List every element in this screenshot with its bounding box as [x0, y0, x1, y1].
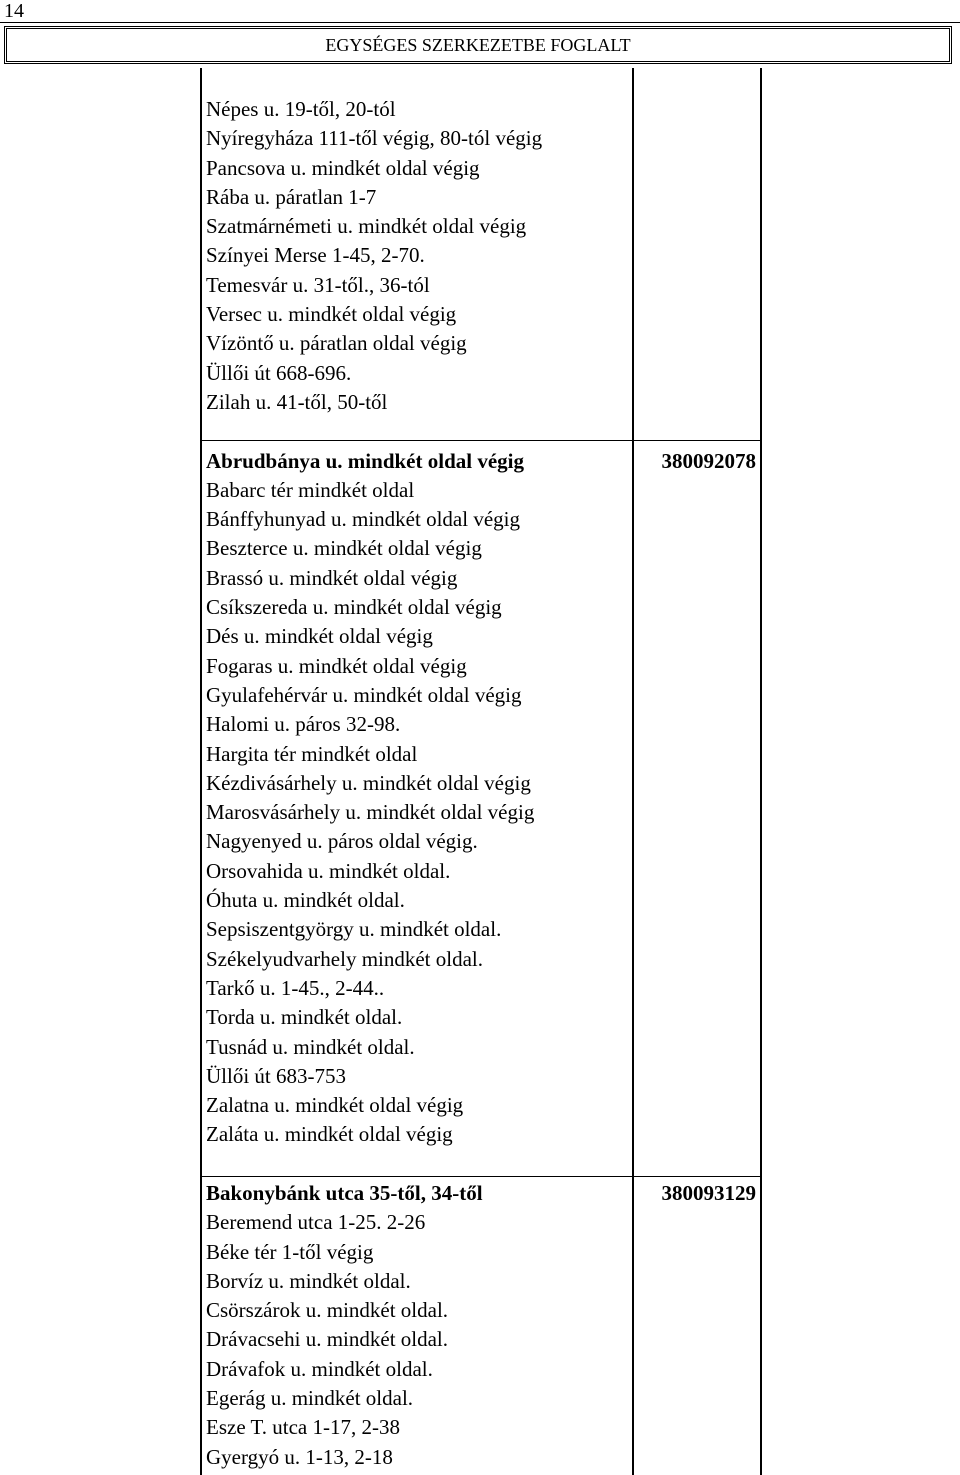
- street-text: Üllői út 668-696.: [206, 360, 352, 385]
- street-row: [206, 1355, 758, 1384]
- street-text: Esze T. utca 1-17, 2-38: [206, 1415, 400, 1440]
- street-row: [206, 183, 758, 212]
- street-row: [206, 857, 758, 886]
- street-row: [206, 1384, 758, 1413]
- street-text: Fogaras u. mindkét oldal végig: [206, 653, 467, 678]
- street-text: Bakonybánk utca 35-től, 34-től: [206, 1180, 483, 1205]
- street-row: [206, 564, 758, 593]
- street-text: Orsovahida u. mindkét oldal.: [206, 858, 451, 883]
- street-text: Csíkszereda u. mindkét oldal végig: [206, 595, 502, 620]
- street-row: [206, 945, 758, 974]
- street-row: [206, 212, 758, 241]
- street-row: [206, 476, 758, 505]
- street-row: [206, 1120, 758, 1149]
- street-row: [206, 974, 758, 1003]
- street-text: Bánffyhunyad u. mindkét oldal végig: [206, 507, 520, 532]
- street-row: [206, 1413, 758, 1442]
- street-text: Halomi u. páros 32-98.: [206, 712, 401, 737]
- street-text: Versec u. mindkét oldal végig: [206, 302, 457, 327]
- street-text: Borvíz u. mindkét oldal.: [206, 1268, 411, 1293]
- street-row: [206, 1179, 758, 1208]
- street-row: [206, 886, 758, 915]
- street-row: [206, 1033, 758, 1062]
- street-text: Béke tér 1-től végig: [206, 1239, 374, 1264]
- street-row: [206, 798, 758, 827]
- street-list: [206, 95, 758, 1472]
- street-row: [206, 154, 758, 183]
- street-row: [206, 124, 758, 153]
- street-row: [206, 1003, 758, 1032]
- street-row: [206, 359, 758, 388]
- street-row: [206, 769, 758, 798]
- street-row: [206, 710, 758, 739]
- street-text: Hargita tér mindkét oldal: [206, 741, 418, 766]
- street-text: Tusnád u. mindkét oldal.: [206, 1034, 415, 1059]
- street-row: [206, 534, 758, 563]
- street-row: [206, 329, 758, 358]
- street-row: [206, 652, 758, 681]
- street-row: [206, 622, 758, 651]
- street-text: Nagyenyed u. páros oldal végig.: [206, 829, 478, 854]
- street-text: Színyei Merse 1-45, 2-70.: [206, 243, 425, 268]
- street-text: Óhuta u. mindkét oldal.: [206, 888, 405, 913]
- street-row: [206, 1208, 758, 1237]
- street-text: Gyulafehérvár u. mindkét oldal végig: [206, 682, 522, 707]
- blank-row: [206, 1150, 758, 1179]
- street-row: [206, 505, 758, 534]
- header-title: EGYSÉGES SZERKEZETBE FOGLALT: [325, 34, 631, 55]
- street-row: [206, 271, 758, 300]
- top-rule: [0, 22, 960, 23]
- street-row: [206, 1267, 758, 1296]
- street-text: Gyergyó u. 1-13, 2-18: [206, 1444, 393, 1469]
- street-row: [206, 300, 758, 329]
- street-text: Drávafok u. mindkét oldal.: [206, 1356, 433, 1381]
- street-text: Beszterce u. mindkét oldal végig: [206, 536, 482, 561]
- street-text: Beremend utca 1-25. 2-26: [206, 1210, 426, 1235]
- street-row: [206, 447, 758, 476]
- street-text: Népes u. 19-től, 20-tól: [206, 97, 396, 121]
- street-text: Székelyudvarhely mindkét oldal.: [206, 946, 484, 971]
- street-text: Babarc tér mindkét oldal: [206, 477, 415, 502]
- street-row: [206, 1443, 758, 1472]
- street-text: Tarkő u. 1-45., 2-44..: [206, 975, 385, 1000]
- street-text: Zilah u. 41-től, 50-től: [206, 389, 388, 414]
- street-row: [206, 740, 758, 769]
- street-text: Abrudbánya u. mindkét oldal végig: [206, 448, 524, 473]
- street-text: Zaláta u. mindkét oldal végig: [206, 1122, 453, 1147]
- street-text: Dés u. mindkét oldal végig: [206, 624, 433, 649]
- street-row: [206, 1091, 758, 1120]
- street-text: Nyíregyháza 111-től végig, 80-tól végig: [206, 126, 543, 151]
- district-code: 380093129: [661, 1180, 756, 1205]
- street-row: [206, 1296, 758, 1325]
- street-row: [206, 1062, 758, 1091]
- street-row: [206, 1325, 758, 1354]
- district-code: 380092078: [661, 448, 756, 473]
- street-row: [206, 388, 758, 417]
- street-text: Drávacsehi u. mindkét oldal.: [206, 1327, 449, 1352]
- street-row: [206, 681, 758, 710]
- street-text: Vízöntő u. páratlan oldal végig: [206, 331, 467, 356]
- street-row: [206, 593, 758, 622]
- street-row: [206, 241, 758, 270]
- header-box: [4, 26, 952, 64]
- blank-row: [206, 417, 758, 446]
- street-text: Temesvár u. 31-től., 36-tól: [206, 272, 430, 297]
- page-number: 14: [4, 0, 24, 22]
- street-text: Szatmárnémeti u. mindkét oldal végig: [206, 214, 527, 239]
- street-row: [206, 1238, 758, 1267]
- street-text: Pancsova u. mindkét oldal végig: [206, 155, 480, 180]
- street-row: [206, 95, 758, 124]
- street-text: Üllői út 683-753: [206, 1063, 346, 1088]
- street-text: Sepsiszentgyörgy u. mindkét oldal.: [206, 917, 502, 942]
- street-text: Rába u. páratlan 1-7: [206, 184, 377, 209]
- street-row: [206, 827, 758, 856]
- street-text: Egerág u. mindkét oldal.: [206, 1386, 414, 1411]
- street-text: Zalatna u. mindkét oldal végig: [206, 1093, 464, 1118]
- street-text: Marosvásárhely u. mindkét oldal végig: [206, 800, 535, 825]
- street-text: Brassó u. mindkét oldal végig: [206, 565, 458, 590]
- street-text: Csörszárok u. mindkét oldal.: [206, 1298, 449, 1323]
- street-row: [206, 915, 758, 944]
- street-text: Kézdivásárhely u. mindkét oldal végig: [206, 770, 531, 795]
- street-text: Torda u. mindkét oldal.: [206, 1005, 403, 1030]
